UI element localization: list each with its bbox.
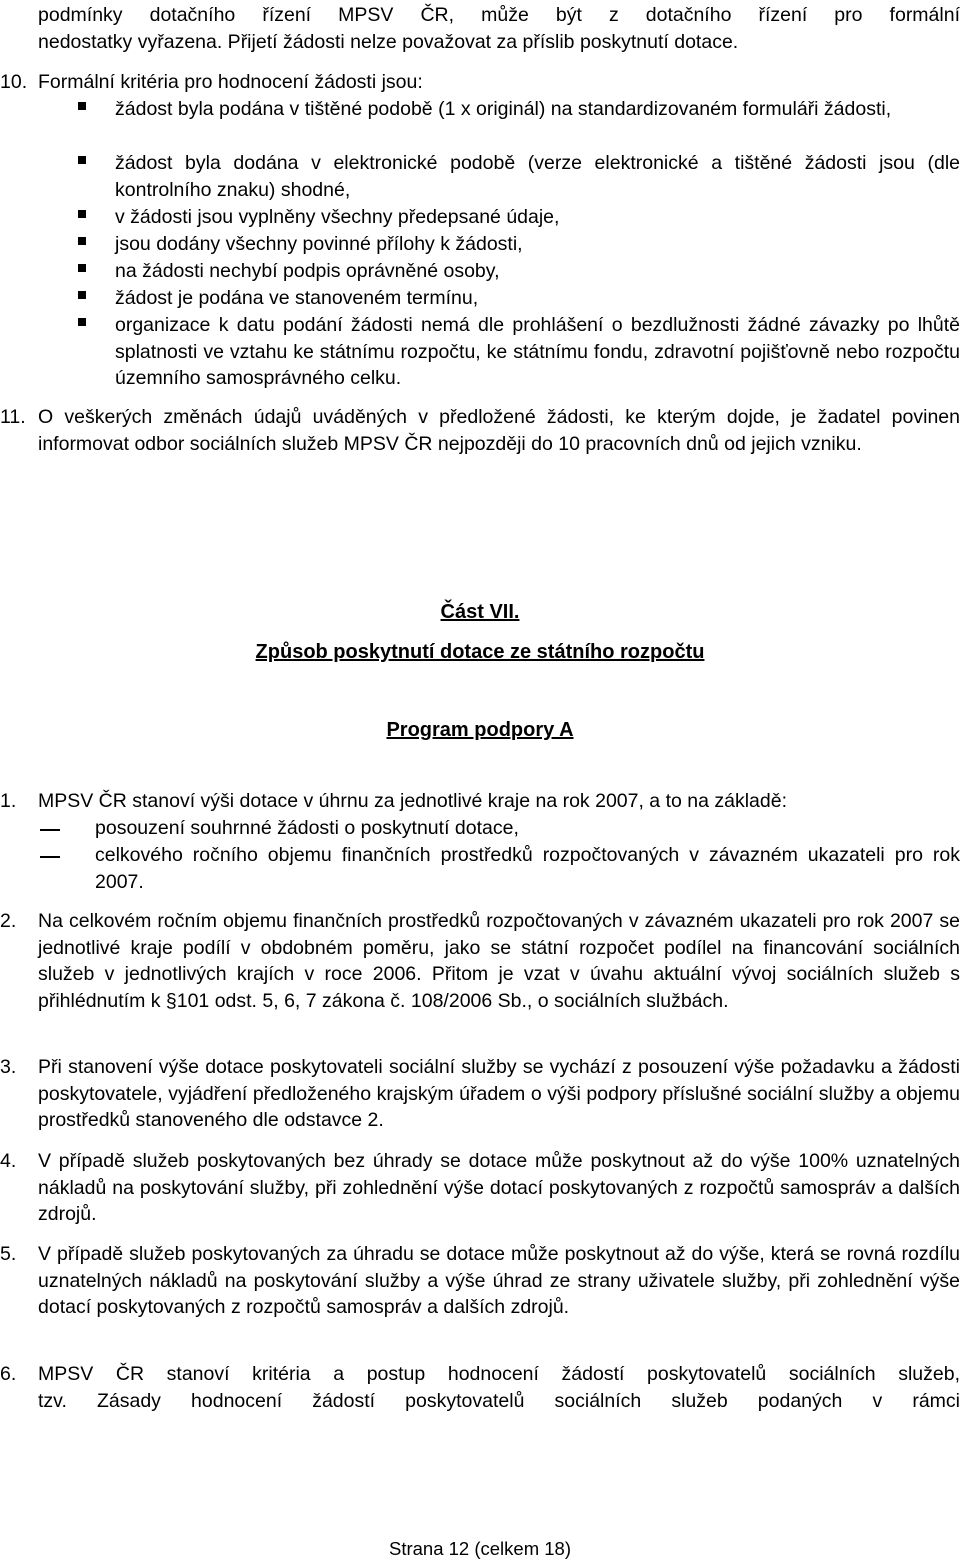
criteria-item-5: na žádosti nechybí podpis oprávněné osoby, [115, 260, 500, 282]
item-3 [0, 1054, 960, 1134]
bullet-icon [78, 156, 86, 164]
item-5 [0, 1241, 960, 1321]
intro-line-2: nedostatky vyřazena. Přijetí žádosti nelze považovat za příslib poskytnutí dotace. [38, 31, 739, 53]
program-heading: Program podpory A [386, 719, 574, 741]
criteria-item-7: organizace k datu podání žádosti nemá dle prohlášení o bezdlužnosti žádné závazky po lhůtě splatnosti ve vztahu ke státnímu rozpočtu, ke státnímu fondu, zdravotní pojišťovně nebo rozpočtu územního samosprávného celku. [115, 314, 960, 390]
item-2 [0, 908, 960, 1015]
item-text: V případě služeb poskytovaných bez úhrady se dotace může poskytnout až do výše 100% uznatelných nákladů na poskytování služby, při zohlednění výše dotací poskytovaných z rozpočtů samospráv a dalších zdrojů. [38, 1150, 960, 1226]
bullet-icon [78, 210, 86, 218]
criteria-item-6: žádost je podána ve stanoveném termínu, [115, 287, 479, 309]
item-6 [0, 1361, 960, 1414]
item-number: 5. [0, 1243, 17, 1265]
criteria-item-4: jsou dodány všechny povinné přílohy k žádosti, [115, 233, 523, 255]
bullet-icon [78, 318, 86, 326]
item-11 [0, 404, 960, 457]
item-text-line-2: tzv. Zásady hodnocení žádostí poskytovatelů sociálních služeb podaných v rámci [38, 1389, 960, 1412]
dash-item-1: posouzení souhrnné žádosti o poskytnutí dotace, [95, 817, 519, 839]
section-title: Způsob poskytnutí dotace ze státního rozpočtu [255, 641, 705, 663]
item-text: Při stanovení výše dotace poskytovateli sociální služby se vychází z posouzení výše požadavku a žádosti poskytovatele, vyjádření předloženého krajským úřadem o výši podpory příslušné sociální služby a objemu prostředků stanoveného dle odstavce 2. [38, 1056, 960, 1132]
item-number: 1. [0, 790, 17, 812]
part-heading: Část VII. [440, 601, 520, 623]
dash-item-2: celkového ročního objemu finančních prostředků rozpočtovaných v závazném ukazateli pro rok 2007. [95, 844, 960, 893]
bullet-icon [78, 291, 86, 299]
item-4 [0, 1148, 960, 1228]
item-number: 10. [0, 71, 28, 93]
criteria-item-1: žádost byla podána v tištěné podobě (1 x originál) na standardizovaném formuláři žádosti, [115, 98, 892, 120]
bullet-icon [78, 102, 86, 110]
item-text: MPSV ČR stanoví výši dotace v úhrnu za jednotlivé kraje na rok 2007, a to na základě: [38, 790, 787, 812]
item-text-line-1: MPSV ČR stanoví kritéria a postup hodnocení žádostí poskytovatelů sociálních služeb, [38, 1363, 960, 1385]
criteria-item-3: v žádosti jsou vyplněny všechny předepsané údaje, [115, 206, 560, 228]
item-1 [0, 788, 960, 815]
item-10 [0, 69, 960, 96]
item-text: O veškerých změnách údajů uváděných v předložené žádosti, ke kterým dojde, je žadatel povinen informovat odbor sociálních služeb MPSV ČR nejpozději do 10 pracovních dnů od jejich vzniku. [38, 406, 960, 455]
page-footer: Strana 12 (celkem 18) [388, 1538, 571, 1559]
bullet-icon [78, 264, 86, 272]
dash-icon [40, 856, 60, 858]
dash-icon [40, 829, 60, 831]
item-number: 2. [0, 910, 17, 932]
item-number: 6. [0, 1363, 17, 1385]
item-text: Na celkovém ročním objemu finančních prostředků rozpočtovaných v závazném ukazateli pro rok 2007 se jednotlivé kraje podílí v obdobném poměru, jako se státní rozpočet podílel na financování sociálních služeb v jednotlivých krajích v roce 2006. Přitom je vzat v úvahu aktuální vývoj sociálních služeb s přihlédnutím k §101 odst. 5, 6, 7 zákona č. 108/2006 Sb., o sociálních službách. [38, 910, 960, 1013]
criteria-item-2: žádost byla dodána v elektronické podobě (verze elektronické a tištěné žádosti jsou (dle kontrolního znaku) shodné, [115, 152, 960, 201]
item-number: 4. [0, 1150, 17, 1172]
item-text: V případě služeb poskytovaných za úhradu se dotace může poskytnout až do výše, která se rovná rozdílu uznatelných nákladů na poskytování služby a výše úhrad ze strany uživatele služby, při zohlednění výše dotací poskytovaných z rozpočtů samospráv a dalších zdrojů. [38, 1243, 960, 1319]
intro-line-1: podmínky dotačního řízení MPSV ČR, může být z dotačního řízení pro formální [38, 4, 960, 26]
bullet-icon [78, 237, 86, 245]
item-text: Formální kritéria pro hodnocení žádosti jsou: [38, 71, 423, 93]
item-number: 3. [0, 1056, 17, 1078]
item-number: 11. [0, 406, 26, 428]
